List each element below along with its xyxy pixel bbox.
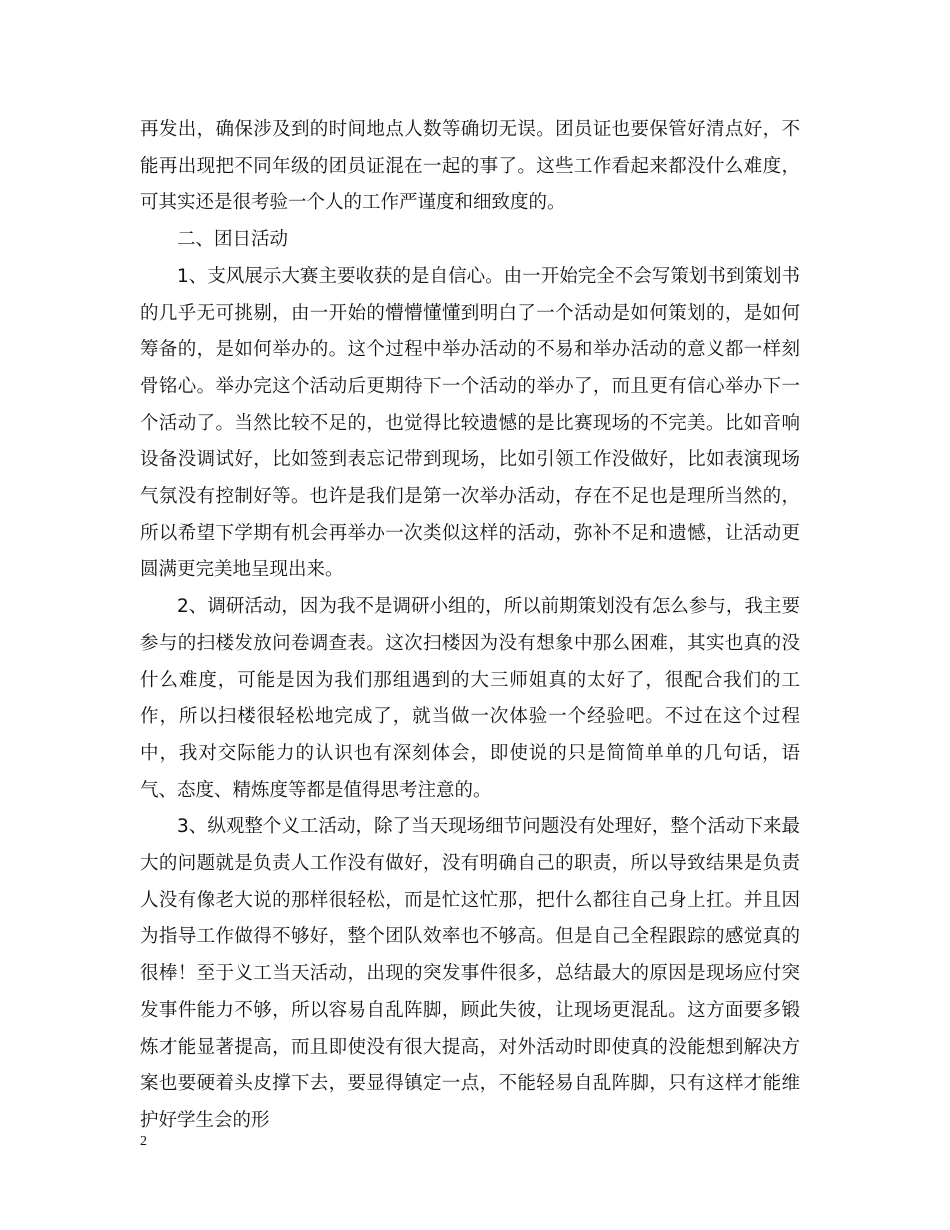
paragraph-continuation: 再发出，确保涉及到的时间地点人数等确切无误。团员证也要保管好清点好，不能再出现把不同年级的团员证混在一起的事了。这些工作看起来都没什么难度，可其实还是很考验一个人的工作严谨度和细致度的。: [140, 119, 800, 214]
paragraph-survey-activity: 2、调研活动，因为我不是调研小组的，所以前期策划没有怎么参与，我主要参与的扫楼发放问卷调查表。这次扫楼因为没有想象中那么困难，其实也真的没什么难度，可能是因为我们那组遇到的大三师姐真的太好了，很配合我们的工作，所以扫楼很轻松地完成了，就当做一次体验一个经验吧。不过在这个过程中，我对交际能力的认识也有深刻体会，即使说的只是简简单单的几句话，语气、态度、精炼度等都是值得思考注意的。: [140, 596, 800, 801]
page-number: 2: [140, 1134, 147, 1149]
document-body: [140, 112, 800, 1140]
paragraph-volunteer-activity: 3、纵观整个义工活动，除了当天现场细节问题没有处理好，整个活动下来最大的问题就是负责人工作没有做好，没有明确自己的职责，所以导致结果是负责人没有像老大说的那样很轻松，而是忙这忙那，把什么都往自己身上扛。并且因为指导工作做得不够好，整个团队效率也不够高。但是自己全程跟踪的感觉真的很棒！至于义工当天活动，出现的突发事件很多，总结最大的原因是现场应付突发事件能力不够，所以容易自乱阵脚，顾此失彼，让现场更混乱。这方面要多锻炼才能显著提高，而且即使没有很大提高，对外活动时即使真的没能想到解决方案也要硬着头皮撑下去，要显得镇定一点，不能轻易自乱阵脚，只有这样才能维护好学生会的形: [140, 816, 800, 1131]
section-heading-league-day: 二、团日活动: [177, 229, 289, 251]
paragraph-branch-showcase: 1、支风展示大赛主要收获的是自信心。由一开始完全不会写策划书到策划书的几乎无可挑剔，由一开始的懵懵懂懂到明白了一个活动是如何策划的，是如何筹备的，是如何举办的。这个过程中举办活动的不易和举办活动的意义都一样刻骨铭心。举办完这个活动后更期待下一个活动的举办了，而且更有信心举办下一个活动了。当然比较不足的，也觉得比较遗憾的是比赛现场的不完美。比如音响设备没调试好，比如签到表忘记带到现场，比如引领工作没做好，比如表演现场气氛没有控制好等。也许是我们是第一次举办活动，存在不足也是理所当然的，所以希望下学期有机会再举办一次类似这样的活动，弥补不足和遗憾，让活动更圆满更完美地呈现出来。: [140, 265, 800, 581]
